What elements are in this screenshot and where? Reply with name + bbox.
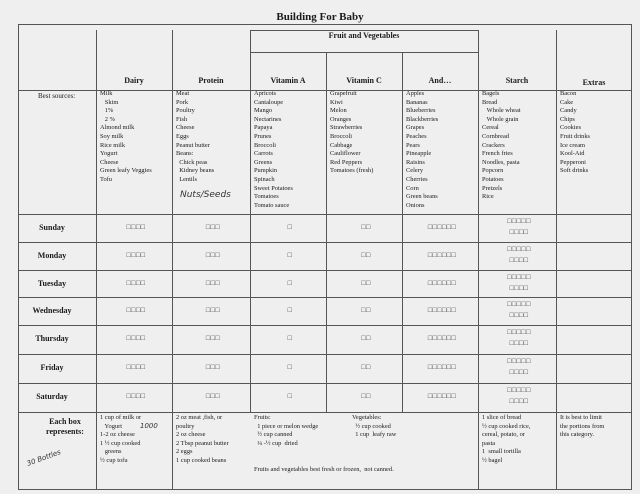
checkboxes-vitamin-a-wednesday[interactable]: □ [287, 306, 293, 314]
day-label-thursday: Thursday [35, 334, 69, 343]
checkboxes-starch-bottom-wednesday[interactable]: □□□□ [509, 311, 529, 319]
col-header-vitamin-c: Vitamin C [346, 76, 382, 85]
checkboxes-and-friday[interactable]: □□□□□□ [427, 363, 457, 371]
checkboxes-protein-saturday[interactable]: □□□ [205, 392, 221, 400]
checkboxes-starch-top-monday[interactable]: □□□□□ [507, 245, 531, 253]
checkboxes-vitamin-c-friday[interactable]: □□ [361, 363, 371, 371]
checkboxes-dairy-saturday[interactable]: □□□□ [126, 392, 146, 400]
checkboxes-and-thursday[interactable]: □□□□□□ [427, 334, 457, 342]
day-label-friday: Friday [40, 363, 64, 372]
checkboxes-vitamin-c-monday[interactable]: □□ [361, 251, 371, 259]
row-line-tue [18, 270, 632, 271]
checkboxes-protein-wednesday[interactable]: □□□ [205, 306, 221, 314]
day-label-sunday: Sunday [39, 223, 65, 232]
checkboxes-vitamin-c-tuesday[interactable]: □□ [361, 279, 371, 287]
each-box-extras: It is best to limit the portions from this category. [560, 414, 605, 439]
checkboxes-starch-top-wednesday[interactable]: □□□□□ [507, 300, 531, 308]
handwritten-nuts-seeds: Nuts/Seeds [180, 190, 231, 200]
checkboxes-starch-top-saturday[interactable]: □□□□□ [507, 386, 531, 394]
checkboxes-dairy-thursday[interactable]: □□□□ [126, 334, 146, 342]
col-header-starch: Starch [505, 76, 529, 85]
checkboxes-starch-bottom-monday[interactable]: □□□□ [509, 256, 529, 264]
checkboxes-starch-bottom-thursday[interactable]: □□□□ [509, 339, 529, 347]
each-box-starch: 1 slice of bread ½ cup cooked rice, cereal, potato, or pasta 1 small tortilla ½ bagel [482, 414, 531, 464]
col-header-dairy: Dairy [124, 76, 144, 85]
each-box-fv-note: Fruits and vegetables best fresh or frozen, not canned. [254, 466, 394, 473]
page-title: Building For Baby [276, 11, 364, 23]
best-sources-protein: Meat Pork Poultry Fish Cheese Eggs Peanut butter Beans: Chick peas Kidney beans Lentils [176, 90, 215, 183]
each-box-protein: 2 oz meat ,fish, or poultry 2 oz cheese 2 Tbsp peanut butter 2 eggs 1 cup cooked beans [176, 414, 229, 464]
checkboxes-vitamin-c-sunday[interactable]: □□ [361, 223, 371, 231]
checkboxes-and-tuesday[interactable]: □□□□□□ [427, 279, 457, 287]
checkboxes-protein-monday[interactable]: □□□ [205, 251, 221, 259]
border-right [631, 24, 632, 490]
checkboxes-and-sunday[interactable]: □□□□□□ [427, 223, 457, 231]
checkboxes-dairy-sunday[interactable]: □□□□ [126, 223, 146, 231]
col-line-3 [250, 30, 251, 413]
checkboxes-and-saturday[interactable]: □□□□□□ [427, 392, 457, 400]
day-label-tuesday: Tuesday [37, 279, 67, 288]
col-line-2 [172, 30, 173, 490]
row-line-sat [18, 383, 632, 384]
checkboxes-vitamin-c-saturday[interactable]: □□ [361, 392, 371, 400]
best-sources-extras: Bacon Cake Candy Chips Cookies Fruit drinks Ice cream Kool-Aid Pepperoni Soft drinks [560, 90, 591, 175]
row-line-mon [18, 242, 632, 243]
col-line-5 [402, 52, 403, 413]
each-box-fruits: Fruits: 1 piece or melon wedge ½ cup canned ¼ -½ cup dried [254, 414, 319, 447]
col-header-and: And… [428, 76, 452, 85]
handwritten-yogurt-note: 1000 [140, 422, 158, 430]
row-line-sun [18, 214, 632, 215]
handwritten-margin-note: 30 Bottles [25, 448, 62, 468]
best-sources-vitamin-a: Apricots Cantaloupe Mango Nectarines Papaya Prunes Broccoli Carrots Greens Pumpkin Spinach Sweet Potatoes Tomatoes Tomato sauce [254, 90, 293, 209]
checkboxes-vitamin-a-tuesday[interactable]: □ [287, 279, 293, 287]
checkboxes-vitamin-a-friday[interactable]: □ [287, 363, 293, 371]
checkboxes-starch-bottom-friday[interactable]: □□□□ [509, 368, 529, 376]
checkboxes-protein-friday[interactable]: □□□ [205, 363, 221, 371]
day-label-saturday: Saturday [36, 392, 68, 401]
checkboxes-dairy-friday[interactable]: □□□□ [126, 363, 146, 371]
checkboxes-vitamin-a-sunday[interactable]: □ [287, 223, 293, 231]
border-bottom [18, 489, 632, 490]
checkboxes-and-wednesday[interactable]: □□□□□□ [427, 306, 457, 314]
checkboxes-starch-top-tuesday[interactable]: □□□□□ [507, 273, 531, 281]
checkboxes-starch-top-friday[interactable]: □□□□□ [507, 357, 531, 365]
checkboxes-protein-tuesday[interactable]: □□□ [205, 279, 221, 287]
checkboxes-protein-thursday[interactable]: □□□ [205, 334, 221, 342]
col-line-7 [556, 30, 557, 490]
row-line-each [18, 412, 632, 413]
fv-bottom [250, 52, 478, 53]
border-left [18, 24, 19, 490]
border-top [18, 24, 632, 25]
col-line-6 [478, 30, 479, 490]
best-sources-dairy: Milk Skim 1% 2 % Almond milk Soy milk Rice milk Yogurt Cheese Green leafy Veggies Tofu [100, 90, 152, 183]
col-header-extras: Extras [582, 78, 606, 87]
checkboxes-dairy-wednesday[interactable]: □□□□ [126, 306, 146, 314]
checkboxes-vitamin-c-thursday[interactable]: □□ [361, 334, 371, 342]
each-box-vegetables: Vegetables: ½ cup cooked 1 cup leafy raw [352, 414, 397, 439]
col-line-4 [326, 52, 327, 413]
col-header-protein: Protein [198, 76, 224, 85]
best-sources-vitamin-c: Grapefruit Kiwi Melon Oranges Strawberries Broccoli Cabbage Cauliflower Red Peppers Tomatoes (fresh) [330, 90, 374, 175]
day-label-monday: Monday [37, 251, 67, 260]
checkboxes-vitamin-c-wednesday[interactable]: □□ [361, 306, 371, 314]
checkboxes-starch-top-sunday[interactable]: □□□□□ [507, 217, 531, 225]
checkboxes-dairy-tuesday[interactable]: □□□□ [126, 279, 146, 287]
col-header-vitamin-a: Vitamin A [270, 76, 306, 85]
checkboxes-protein-sunday[interactable]: □□□ [205, 223, 221, 231]
checkboxes-starch-top-thursday[interactable]: □□□□□ [507, 328, 531, 336]
best-sources-starch: Bagels Bread Whole wheat Whole grain Cereal Cornbread Crackers French fries Noodles, pasta Popcorn Potatoes Pretzels Rice [482, 90, 521, 201]
checkboxes-and-monday[interactable]: □□□□□□ [427, 251, 457, 259]
checkboxes-starch-bottom-sunday[interactable]: □□□□ [509, 228, 529, 236]
each-box-dairy: 1 cup of milk or Yogurt 1-2 oz cheese 1 ½ cup cooked greens ½ cup tofu [100, 414, 142, 464]
row-line-fri [18, 354, 632, 355]
row-line-wed [18, 297, 632, 298]
checkboxes-starch-bottom-saturday[interactable]: □□□□ [509, 397, 529, 405]
fruit-veg-title: Fruit and Vegetables [328, 31, 400, 40]
checkboxes-dairy-monday[interactable]: □□□□ [126, 251, 146, 259]
best-sources-and: Apples Bananas Blueberries Blackberries Grapes Peaches Pears Pineapple Raisins Celery Cherries Corn Green beans Onions [406, 90, 439, 209]
checkboxes-vitamin-a-thursday[interactable]: □ [287, 334, 293, 342]
checkboxes-starch-bottom-tuesday[interactable]: □□□□ [509, 284, 529, 292]
each-box-label: Each box represents: [46, 417, 84, 436]
row-line-thu [18, 325, 632, 326]
best-sources-label: Best sources: [38, 92, 76, 100]
checkboxes-vitamin-a-saturday[interactable]: □ [287, 392, 293, 400]
checkboxes-vitamin-a-monday[interactable]: □ [287, 251, 293, 259]
day-label-wednesday: Wednesday [32, 306, 72, 315]
